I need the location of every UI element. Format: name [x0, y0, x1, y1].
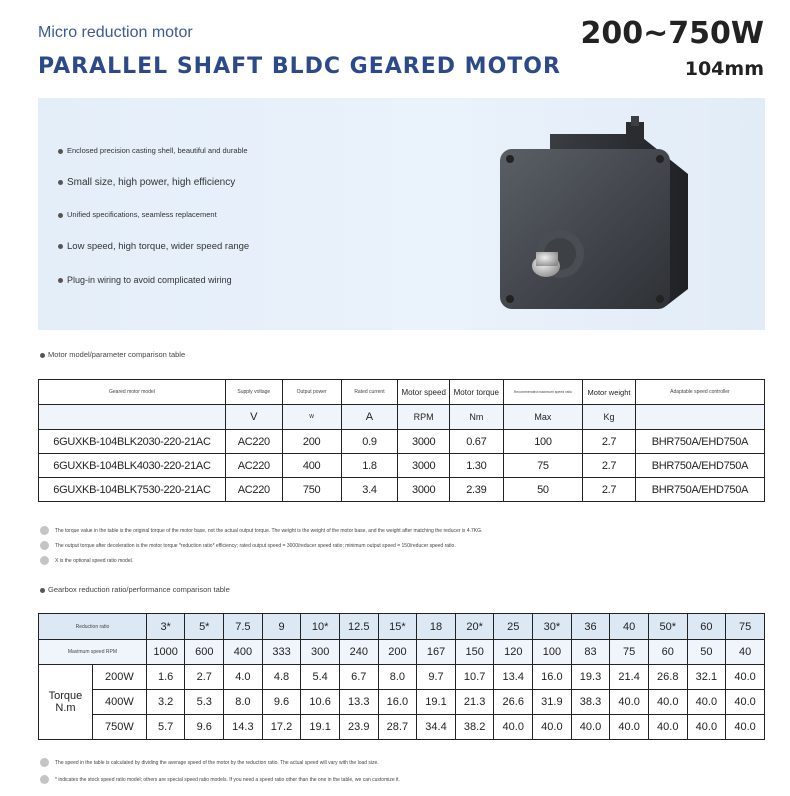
table-row	[39, 430, 765, 454]
feature-item	[58, 146, 248, 155]
torque-cell: 34.4	[417, 715, 456, 740]
ratio-cell: 12.5	[339, 614, 378, 640]
speed-cell: 200	[378, 640, 417, 665]
speed-cell: 400	[224, 640, 263, 665]
table-unit-row	[39, 405, 765, 430]
ratio-cell: 3*	[146, 614, 185, 640]
row-label: Maximum speed RPM	[39, 640, 147, 665]
unit-cell: RPM	[398, 405, 450, 430]
model-cell: 6GUXKB-104BLK7530-220-21AC	[39, 478, 226, 502]
unit-cell	[635, 405, 764, 430]
header-cell: Motor speed	[398, 380, 450, 405]
torque-cell: 8.0	[224, 690, 263, 715]
frame-size: 104mm	[684, 58, 764, 80]
table-cell: 2.7	[583, 454, 636, 478]
ratio-row	[39, 614, 765, 640]
speed-cell: 240	[339, 640, 378, 665]
torque-cell: 4.8	[262, 665, 301, 690]
torque-cell: 32.1	[687, 665, 726, 690]
torque-cell: 23.9	[339, 715, 378, 740]
speed-cell: 150	[455, 640, 494, 665]
torque-cell: 2.7	[185, 665, 224, 690]
torque-cell: 40.0	[648, 690, 687, 715]
unit-cell: A	[341, 405, 398, 430]
feature-text: Small size, high power, high efficiency	[67, 177, 236, 188]
table-cell: 3.4	[341, 478, 398, 502]
torque-cell: 17.2	[262, 715, 301, 740]
ratio-cell: 18	[417, 614, 456, 640]
table-header-row	[39, 380, 765, 405]
table-cell: 3000	[398, 454, 450, 478]
torque-cell: 38.2	[455, 715, 494, 740]
speed-cell: 300	[301, 640, 340, 665]
torque-cell: 10.6	[301, 690, 340, 715]
torque-cell: 26.8	[648, 665, 687, 690]
gear-note: * indicates the stock speed ratio model; others are special speed ratio models. If you need a speed ratio other than the one in the table, we can customize it.	[40, 775, 400, 784]
gear-note: The speed in the table is calculated by dividing the average speed of the motor by the reduction ratio. The actual speed will vary with the load size.	[40, 758, 379, 767]
unit-cell: W	[282, 405, 341, 430]
torque-cell: 9.6	[185, 715, 224, 740]
motor-note: X is the optional speed ratio model.	[40, 556, 133, 565]
torque-cell: 10.7	[455, 665, 494, 690]
feature-text: Enclosed precision casting shell, beautiful and durable	[67, 146, 248, 155]
torque-cell: 6.7	[339, 665, 378, 690]
torque-cell: 19.3	[571, 665, 610, 690]
table-row	[39, 454, 765, 478]
table-row	[39, 478, 765, 502]
torque-cell: 40.0	[687, 690, 726, 715]
speed-cell: 60	[648, 640, 687, 665]
header-cell: Recommended maximum speed ratio	[503, 380, 583, 405]
ratio-cell: 20*	[455, 614, 494, 640]
torque-cell: 21.3	[455, 690, 494, 715]
torque-cell: 40.0	[687, 715, 726, 740]
motor-parameter-table	[38, 379, 765, 502]
speed-cell: 83	[571, 640, 610, 665]
header-cell: Geared motor model	[39, 380, 226, 405]
table-cell: AC220	[225, 454, 282, 478]
power-cell: 400W	[92, 690, 146, 715]
hero-banner	[38, 98, 765, 330]
table-cell: BHR750A/EHD750A	[635, 478, 764, 502]
torque-cell: 1.6	[146, 665, 185, 690]
gear-table-heading: Gearbox reduction ratio/performance comparison table	[40, 585, 230, 594]
table-cell: 750	[282, 478, 341, 502]
table-cell: 3000	[398, 478, 450, 502]
torque-cell: 40.0	[571, 715, 610, 740]
torque-cell: 40.0	[726, 665, 765, 690]
ratio-cell: 30*	[533, 614, 572, 640]
torque-label: Torque N.m	[39, 665, 93, 740]
table-cell: BHR750A/EHD750A	[635, 454, 764, 478]
torque-cell: 26.6	[494, 690, 533, 715]
speed-cell: 100	[533, 640, 572, 665]
table-cell: 3000	[398, 430, 450, 454]
motor-note: The torque value in the table is the original torque of the motor base, not the actual output torque. The weight is the weight of the motor base, and the weight after matching the reducer is 4.7KG.	[40, 526, 482, 535]
torque-cell: 3.2	[146, 690, 185, 715]
table-cell: 1.8	[341, 454, 398, 478]
ratio-cell: 50*	[648, 614, 687, 640]
table-cell: 75	[503, 454, 583, 478]
torque-cell: 31.9	[533, 690, 572, 715]
torque-cell: 16.0	[378, 690, 417, 715]
torque-row	[39, 715, 765, 740]
header-cell: Rated current	[341, 380, 398, 405]
ratio-cell: 7.5	[224, 614, 263, 640]
unit-cell: Kg	[583, 405, 636, 430]
table-cell: BHR750A/EHD750A	[635, 430, 764, 454]
table-cell: 100	[503, 430, 583, 454]
table-cell: 0.67	[449, 430, 503, 454]
table-cell: 200	[282, 430, 341, 454]
header-cell: Motor torque	[449, 380, 503, 405]
torque-row	[39, 690, 765, 715]
page-title: PARALLEL SHAFT BLDC GEARED MOTOR	[38, 54, 561, 79]
unit-cell: V	[225, 405, 282, 430]
torque-cell: 9.7	[417, 665, 456, 690]
torque-cell: 21.4	[610, 665, 649, 690]
header-cell: Output power	[282, 380, 341, 405]
feature-item	[58, 241, 249, 252]
model-cell: 6GUXKB-104BLK2030-220-21AC	[39, 430, 226, 454]
header-cell: Motor weight	[583, 380, 636, 405]
motor-image	[488, 114, 718, 314]
torque-cell: 5.4	[301, 665, 340, 690]
power-range: 200~750W	[580, 16, 764, 51]
ratio-cell: 5*	[185, 614, 224, 640]
torque-cell: 40.0	[494, 715, 533, 740]
header-cell: Supply voltage	[225, 380, 282, 405]
model-cell: 6GUXKB-104BLK4030-220-21AC	[39, 454, 226, 478]
table-cell: 2.7	[583, 478, 636, 502]
torque-cell: 40.0	[726, 715, 765, 740]
unit-cell: Nm	[449, 405, 503, 430]
torque-cell: 5.3	[185, 690, 224, 715]
table-cell: AC220	[225, 430, 282, 454]
feature-item	[58, 210, 217, 219]
torque-cell: 5.7	[146, 715, 185, 740]
row-label: Reduction ratio	[39, 614, 147, 640]
subtitle: Micro reduction motor	[38, 24, 193, 41]
torque-cell: 4.0	[224, 665, 263, 690]
table-cell: 2.7	[583, 430, 636, 454]
unit-cell: Max	[503, 405, 583, 430]
torque-cell: 28.7	[378, 715, 417, 740]
table-cell: 1.30	[449, 454, 503, 478]
table-cell: 50	[503, 478, 583, 502]
torque-cell: 16.0	[533, 665, 572, 690]
feature-text: Plug-in wiring to avoid complicated wiring	[67, 275, 232, 285]
unit-cell	[39, 405, 226, 430]
torque-cell: 40.0	[610, 715, 649, 740]
speed-cell: 600	[185, 640, 224, 665]
feature-item	[58, 177, 235, 188]
torque-cell: 38.3	[571, 690, 610, 715]
speed-cell: 1000	[146, 640, 185, 665]
torque-cell: 40.0	[726, 690, 765, 715]
torque-cell: 13.3	[339, 690, 378, 715]
table-cell: 400	[282, 454, 341, 478]
power-cell: 200W	[92, 665, 146, 690]
gear-performance-table	[38, 613, 765, 740]
feature-text: Unified specifications, seamless replacement	[67, 210, 217, 219]
table-cell: AC220	[225, 478, 282, 502]
torque-cell: 40.0	[610, 690, 649, 715]
ratio-cell: 60	[687, 614, 726, 640]
torque-cell: 40.0	[648, 715, 687, 740]
torque-cell: 9.6	[262, 690, 301, 715]
ratio-cell: 40	[610, 614, 649, 640]
speed-cell: 75	[610, 640, 649, 665]
speed-cell: 167	[417, 640, 456, 665]
speed-cell: 50	[687, 640, 726, 665]
torque-cell: 14.3	[224, 715, 263, 740]
ratio-cell: 10*	[301, 614, 340, 640]
torque-cell: 19.1	[301, 715, 340, 740]
table-cell: 2.39	[449, 478, 503, 502]
torque-row	[39, 665, 765, 690]
header-cell: Adaptable speed controller	[635, 380, 764, 405]
power-cell: 750W	[92, 715, 146, 740]
feature-item	[58, 275, 232, 285]
speed-cell: 120	[494, 640, 533, 665]
ratio-cell: 75	[726, 614, 765, 640]
ratio-cell: 15*	[378, 614, 417, 640]
torque-cell: 40.0	[533, 715, 572, 740]
speed-cell: 333	[262, 640, 301, 665]
torque-cell: 13.4	[494, 665, 533, 690]
speed-cell: 40	[726, 640, 765, 665]
motor-table-heading: Motor model/parameter comparison table	[40, 350, 185, 359]
ratio-cell: 36	[571, 614, 610, 640]
feature-text: Low speed, high torque, wider speed range	[67, 241, 250, 252]
table-cell: 0.9	[341, 430, 398, 454]
speed-row	[39, 640, 765, 665]
torque-cell: 8.0	[378, 665, 417, 690]
motor-note: The output torque after deceleration is the motor torque *reduction ratio* efficiency; rated output speed = 3000/reducer speed ratio; minimum output speed = 150/reducer speed ratio.	[40, 541, 456, 550]
ratio-cell: 9	[262, 614, 301, 640]
ratio-cell: 25	[494, 614, 533, 640]
torque-cell: 19.1	[417, 690, 456, 715]
